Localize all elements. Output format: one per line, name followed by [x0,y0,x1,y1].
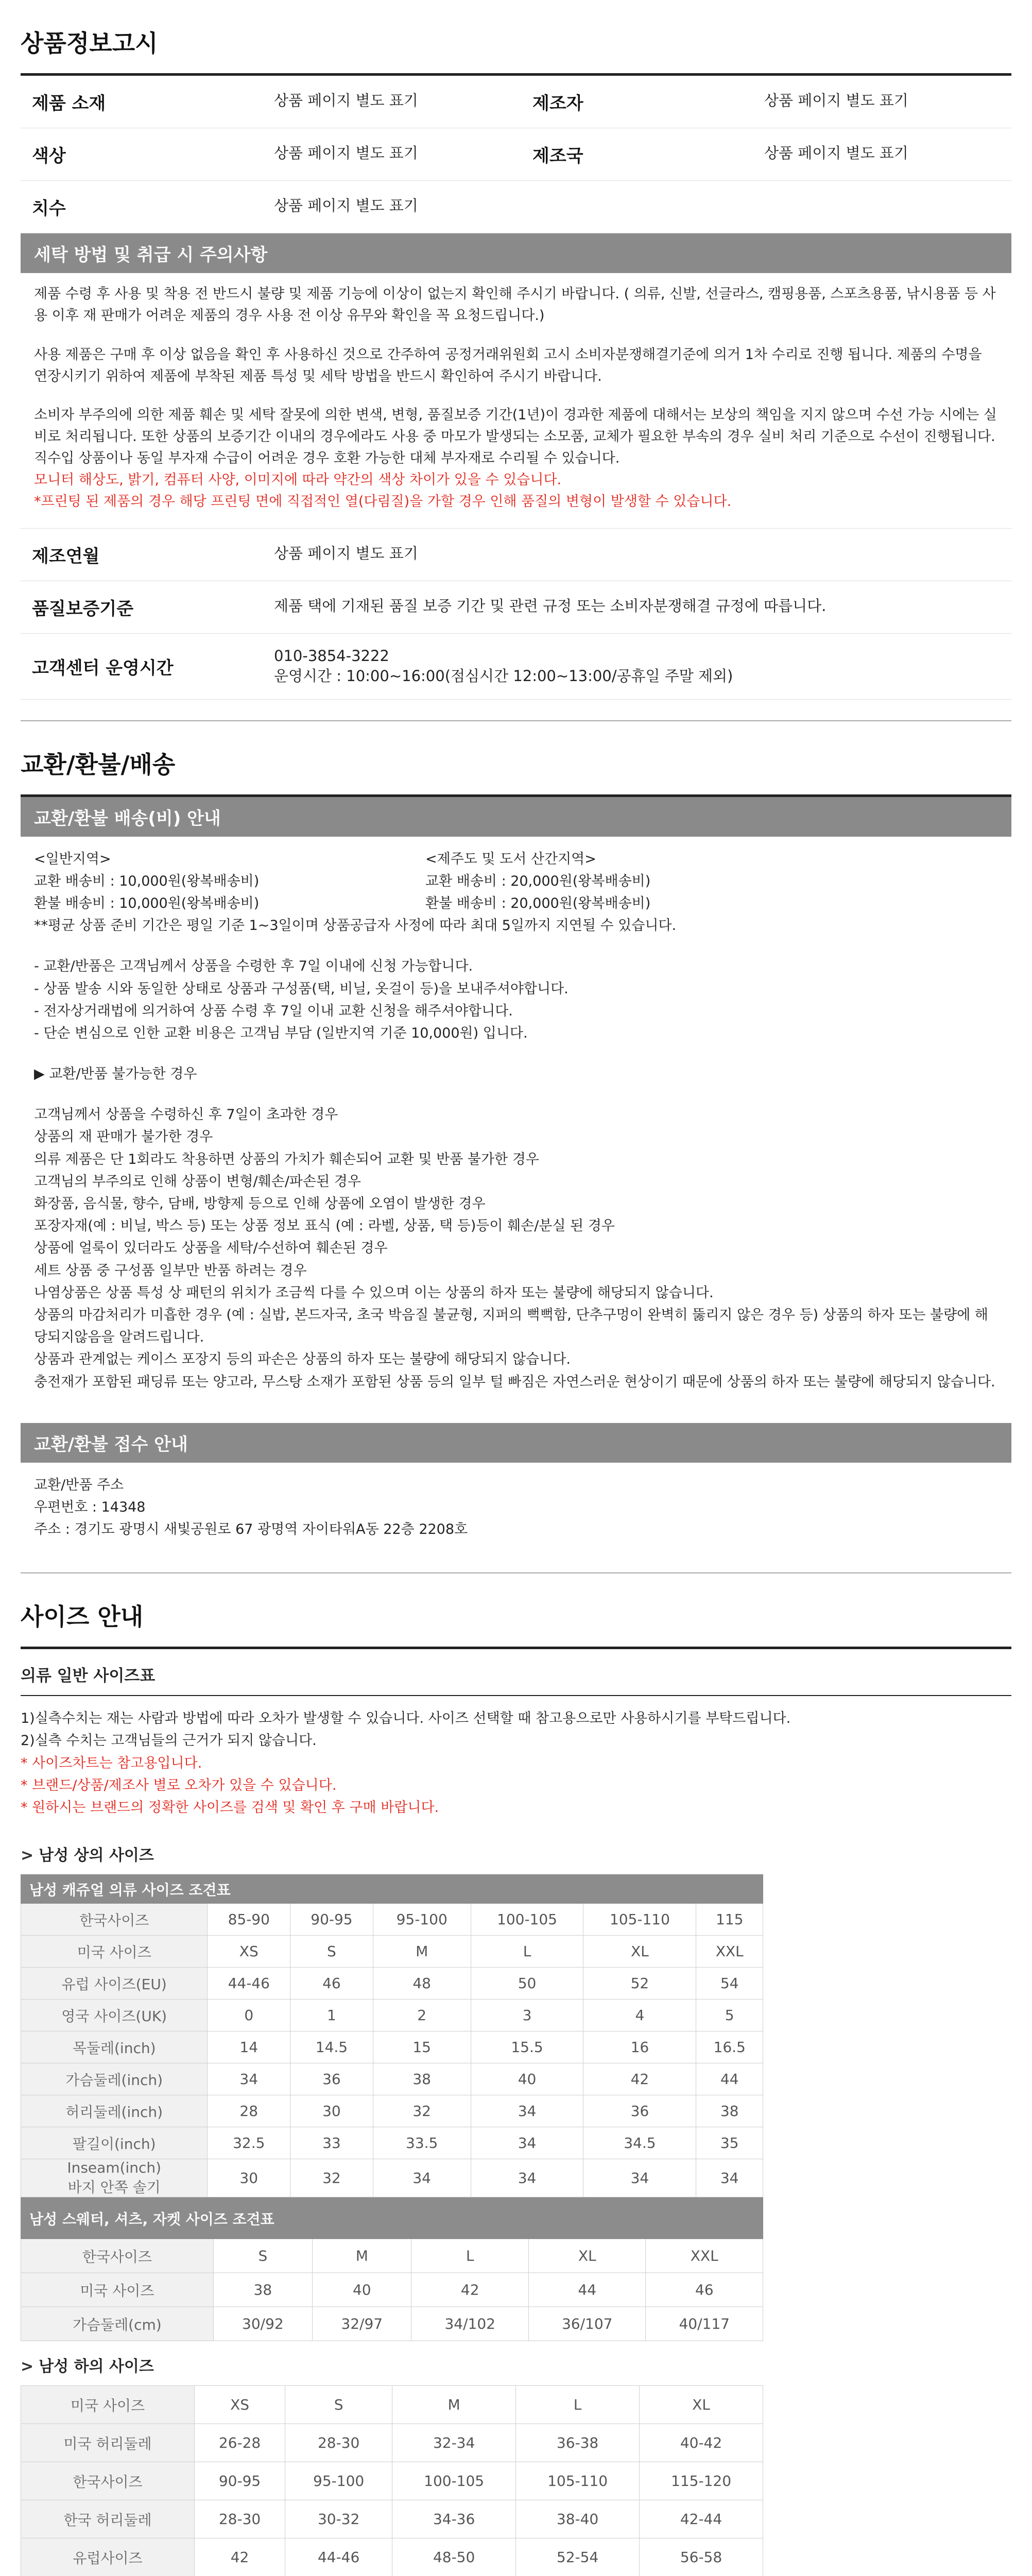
size-cell: 44 [696,2063,763,2095]
info-table [21,76,1011,233]
size-cell: 30/92 [213,2307,312,2341]
size-cell: 54 [696,1968,763,1999]
size-cell: XXL [696,1936,763,1968]
size-cell: 42 [411,2273,529,2307]
size-cell: M [392,2386,516,2424]
size-cell: 100-105 [392,2462,516,2500]
size-intro-line: 2)실측 수치는 고객님들의 근거가 되지 않습니다. [21,1733,317,1749]
size-cell: 2 [373,1999,471,2031]
size-cell: 40 [313,2273,411,2307]
size-row-label: 영국 사이즈(UK) [21,1999,208,2031]
size-cell: 46 [290,1968,373,1999]
size-row-label: 허리둘레(inch) [21,2095,208,2127]
size-row [21,2307,763,2341]
size-row-label: 한국사이즈 [21,2462,195,2500]
size-cell: M [373,1936,471,1968]
size-cell: XL [528,2239,646,2273]
size-cell: 52-54 [516,2538,640,2576]
size-row [21,1968,763,1999]
size-cell: XS [208,1936,290,1968]
size-cell: XXL [646,2239,763,2273]
care-paragraph: 직수입 상품이나 동일 부자재 수급이 어려운 경우 호환 가능한 대체 부자재로 수리될 수 있습니다. [34,450,620,467]
size-row-label: 가슴둘레(cm) [21,2307,214,2341]
fee-info [21,837,1011,1404]
size-row [21,2239,763,2273]
size-value: 상품 페이지 별도 표기 [263,181,1011,233]
care-title: 세탁 방법 및 취급 시 주의사항 [21,233,1011,273]
address-line: 교환/반품 주소 [34,1477,124,1493]
men-top-table [21,1874,763,2197]
maker-label: 제조자 [521,76,753,128]
no-return-title: ▶ 교환/반품 불가능한 경우 [34,1066,197,1082]
size-row-label: 팔길이(inch) [21,2127,208,2159]
size-cell: 38 [213,2273,312,2307]
cs-phone: 010-3854-3222 [274,647,389,665]
size-row [21,1999,763,2031]
size-row [21,2273,763,2307]
men-top-heading: > 남성 상의 사이즈 [21,1846,154,1865]
no-return-item: 고객님의 부주의로 인해 상품이 변형/훼손/파손된 경우 [34,1173,361,1190]
clothes-title: 의류 일반 사이즈표 [21,1667,156,1686]
size-cell: 40-42 [640,2424,763,2462]
size-cell: 44 [528,2273,646,2307]
fee-general-exchange: 교환 배송비 : 10,000원(왕복배송비) [34,873,260,889]
size-cell: S [285,2386,392,2424]
size-cell: 16.5 [696,2031,763,2063]
size-row-label: 미국 사이즈 [21,2273,214,2307]
size-cell: S [290,1936,373,1968]
size-cell: 50 [471,1968,583,1999]
size-cell: 3 [471,1999,583,2031]
fee-island-head: <제주도 및 도서 산간지역> [425,851,596,867]
size-cell: 34 [471,2159,583,2197]
size-cell: M [313,2239,411,2273]
size-row [21,2386,763,2424]
size-cell: 32.5 [208,2127,290,2159]
no-return-item: 의류 제품은 단 1회라도 착용하면 상품의 가치가 훼손되어 교환 및 반품 불가한 경우 [34,1151,539,1167]
no-return-list [34,1104,998,1393]
fee-note: **평균 상품 준비 기간은 평일 기준 1~3일이며 상품공급자 사정에 따라 최대 5일까지 지연될 수 있습니다. [34,918,677,934]
mfg-date-label: 제조연월 [21,529,263,581]
color-value: 상품 페이지 별도 표기 [263,128,521,181]
size-cell: 16 [583,2031,696,2063]
size-label: 치수 [21,181,263,233]
size-cell: 34 [373,2159,471,2197]
size-cell: 34 [471,2127,583,2159]
men-shirt-caption: 남성 스웨터, 셔츠, 자켓 사이즈 조견표 [21,2198,763,2239]
size-row-label: 미국 사이즈 [21,2386,195,2424]
size-cell: 115-120 [640,2462,763,2500]
care-warning: 모니터 해상도, 밝기, 컴퓨터 사양, 이미지에 따라 약간의 색상 차이가 있을 수 있습니다. [34,471,562,488]
info-row [21,633,1011,699]
size-cell: 90-95 [290,1904,373,1936]
info-table-2 [21,529,1011,700]
size-row [21,2095,763,2127]
size-row [21,2500,763,2538]
size-cell: 32 [290,2159,373,2197]
material-label: 제품 소재 [21,76,263,128]
men-top-title: 남성 상의 사이즈 [39,1846,154,1865]
no-return-item: 고객님께서 상품을 수령하신 후 7일이 초과한 경우 [34,1107,338,1123]
size-warning: * 원하시는 브랜드의 정확한 사이즈를 검색 및 확인 후 구매 바랍니다. [21,1800,439,1816]
size-cell: 36/107 [528,2307,646,2341]
size-row [21,1904,763,1936]
size-cell: 95-100 [285,2462,392,2500]
size-cell: 1 [290,1999,373,2031]
fee-general [34,848,425,915]
size-row-label: 미국 허리둘레 [21,2424,195,2462]
size-cell: L [411,2239,529,2273]
fee-general-head: <일반지역> [34,851,111,867]
size-cell: 115 [696,1904,763,1936]
size-row [21,2159,763,2197]
size-row [21,2462,763,2500]
fee-columns [34,848,998,915]
care-paragraph: 제품 수령 후 사용 및 착용 전 반드시 불량 및 제품 기능에 이상이 없는지 확인해 주시기 바랍니다. ( 의류, 신발, 선글라스, 캠핑용품, 스포츠용품, 낚시용품 등 사용 이후 재 판매가 어려운 제품의 경우 사용 전 이상 유무와 확인을 꼭 요청드립니다.) [34,286,996,324]
size-cell: S [213,2239,312,2273]
fee-island-exchange: 교환 배송비 : 20,000원(왕복배송비) [425,873,651,889]
size-cell: 56-58 [640,2538,763,2576]
warranty-label: 품질보증기준 [21,581,263,633]
size-cell: 42-44 [640,2500,763,2538]
material-value: 상품 페이지 별도 표기 [263,76,521,128]
size-cell: 15.5 [471,2031,583,2063]
size-cell: 15 [373,2031,471,2063]
care-warning: *프린팅 된 제품의 경우 해당 프린팅 면에 직접적인 열(다림질)을 가할 경우 인해 품질의 변형이 발생할 수 있습니다. [34,493,732,510]
size-cell: 42 [194,2538,285,2576]
size-row-label: 미국 사이즈 [21,1936,208,1968]
size-cell: 0 [208,1999,290,2031]
warranty-value: 제품 택에 기재된 품질 보증 기간 및 관련 규정 또는 소비자분쟁해결 규정에 따릅니다. [263,581,1011,633]
address-street: 주소 : 경기도 광명시 새빛공원로 67 광명역 자이타워A동 22층 2208호 [34,1521,468,1538]
fee-island [425,848,817,915]
exchange-rule: - 단순 변심으로 인한 교환 비용은 고객님 부담 (일반지역 기준 10,000원) 입니다. [34,1025,528,1041]
size-cell: 48 [373,1968,471,1999]
size-cell: 40 [471,2063,583,2095]
size-cell: XS [194,2386,285,2424]
size-cell: 95-100 [373,1904,471,1936]
size-cell: 34 [208,2063,290,2095]
size-row-label: 유럽 사이즈(EU) [21,1968,208,1999]
size-cell: 48-50 [392,2538,516,2576]
no-return-item: 상품의 재 판매가 불가한 경우 [34,1129,213,1145]
size-cell: 34.5 [583,2127,696,2159]
size-cell: 30-32 [285,2500,392,2538]
exchange-rules [34,955,998,1044]
no-return-item: 포장자재(예 : 비닐, 박스 등) 또는 상품 정보 표식 (예 : 라벨, 상품, 택 등)등이 훼손/분실 된 경우 [34,1218,615,1234]
no-return-item: 충전재가 포함된 패딩류 또는 양고라, 무스탕 소재가 포함된 상품 등의 일부 털 빠짐은 자연스러운 현상이기 때문에 상품의 하자 또는 불량에 해당되지 않습니다. [34,1374,995,1390]
size-cell: 14 [208,2031,290,2063]
cs-value [263,633,1011,699]
size-cell: 28-30 [285,2424,392,2462]
size-cell: 46 [646,2273,763,2307]
size-cell: 38 [373,2063,471,2095]
exchange-title: 교환/환불/배송 [21,750,176,778]
country-value: 상품 페이지 별도 표기 [753,128,1011,181]
size-cell: 33.5 [373,2127,471,2159]
size-cell: 100-105 [471,1904,583,1936]
no-return-item: 상품과 관계없는 케이스 포장지 등의 파손은 상품의 하자 또는 불량에 해당되지 않습니다. [34,1351,571,1368]
size-row-label: 한국사이즈 [21,2239,214,2273]
size-cell: 5 [696,1999,763,2031]
size-intro [21,1696,1011,1830]
info-row [21,529,1011,581]
size-cell: 44-46 [285,2538,392,2576]
size-cell: 34/102 [411,2307,529,2341]
size-cell: 32/97 [313,2307,411,2341]
size-cell: 38-40 [516,2500,640,2538]
size-cell: 36 [583,2095,696,2127]
no-return-item: 상품의 마감처리가 미흡한 경우 (예 : 실밥, 본드자국, 초국 박음질 불균형, 지퍼의 뻑뻑함, 단추구멍이 완벽히 뚫리지 않은 경우 등) 상품의 하자 또는 불량에 해당되지않음을 알려드립니다. [34,1307,988,1346]
info-row [21,76,1011,128]
size-cell: 28 [208,2095,290,2127]
no-return-item: 상품에 얼룩이 있더라도 상품을 세탁/수선하여 훼손된 경우 [34,1240,388,1257]
size-cell: 44-46 [208,1968,290,1999]
exchange-rule: - 상품 발송 시와 동일한 상태로 상품과 구성품(택, 비닐, 옷걸이 등)을 보내주셔야합니다. [34,980,569,997]
size-row [21,2424,763,2462]
size-cell: 4 [583,1999,696,2031]
care-paragraph: 사용 제품은 구매 후 이상 없음을 확인 후 사용하신 것으로 간주하여 공정거래위원회 고시 소비자분쟁해결기준에 의거 1차 수리로 진행 됩니다. 제품의 수명을 연장시키기 위하여 제품에 부착된 제품 특성 및 세탁 방법을 반드시 확인하여 주시기 바랍니다. [34,346,982,384]
size-cell: 52 [583,1968,696,1999]
size-intro-line: 1)실측수치는 재는 사람과 방법에 따라 오차가 발생할 수 있습니다. 사이즈 선택할 때 참고용으로만 사용하시기를 부탁드립니다. [21,1710,791,1727]
exchange-rule: - 교환/반품은 고객님께서 상품을 수령한 후 7일 이내에 신청 가능합니다. [34,958,473,975]
info-row [21,581,1011,633]
size-row-label: Inseam(inch) 바지 안쪽 솔기 [21,2159,208,2197]
info-title: 상품정보고시 [21,29,158,57]
care-paragraph: 소비자 부주의에 의한 제품 훼손 및 세탁 잘못에 의한 변색, 변형, 품질보증 기간(1년)이 경과한 제품에 대해서는 보상의 책임을 지지 않으며 수선 가능 시에는 실비로 처리됩니다. 또한 상품의 보증기간 이내의 경우에라도 사용 중 마모가 발생되는 소모품, 교체가 필요한 부속의 경우 실비 처리 기준으로 수선이 진행됩니다. [34,407,997,445]
size-cell: XL [583,1936,696,1968]
size-cell: 90-95 [194,2462,285,2500]
size-row [21,2538,763,2576]
size-cell: 105-110 [583,1904,696,1936]
size-row-label: 한국 허리둘레 [21,2500,195,2538]
cs-hours: 운영시간 : 10:00~16:00(점심시간 12:00~13:00/공휴일 주말 제외) [274,667,733,685]
size-cell: 34 [696,2159,763,2197]
size-row [21,1936,763,1968]
size-cell: 36 [290,2063,373,2095]
size-row-label: 유럽사이즈 [21,2538,195,2576]
address-zip: 우편번호 : 14348 [34,1499,146,1515]
size-cell: 34 [471,2095,583,2127]
color-label: 색상 [21,128,263,181]
men-bottom-heading: > 남성 하의 사이즈 [21,2358,154,2376]
address-title: 교환/환불 접수 안내 [21,1423,1011,1463]
address-info [21,1463,1011,1552]
size-cell: 36-38 [516,2424,640,2462]
size-row-label: 한국사이즈 [21,1904,208,1936]
size-row-label: 목둘레(inch) [21,2031,208,2063]
size-cell: 34 [583,2159,696,2197]
exchange-rule: - 전자상거래법에 의거하여 상품 수령 후 7일 이내 교환 신청을 해주셔야합니다. [34,1003,513,1019]
size-cell: 32-34 [392,2424,516,2462]
size-cell: 40/117 [646,2307,763,2341]
size-cell: 85-90 [208,1904,290,1936]
size-cell: 38 [696,2095,763,2127]
size-row [21,2127,763,2159]
size-warning: * 브랜드/상품/제조사 별로 오차가 있을 수 있습니다. [21,1777,337,1793]
size-cell: 28-30 [194,2500,285,2538]
size-row [21,2063,763,2095]
mfg-date-value: 상품 페이지 별도 표기 [263,529,1011,581]
no-return-item: 세트 상품 중 구성품 일부만 반품 하려는 경우 [34,1262,307,1279]
no-return-item: 화장품, 음식물, 향수, 담배, 방향제 등으로 인해 상품에 오염이 발생한 경우 [34,1196,486,1212]
info-row [21,128,1011,181]
fee-general-refund: 환불 배송비 : 10,000원(왕복배송비) [34,895,260,911]
fee-island-refund: 환불 배송비 : 20,000원(왕복배송비) [425,895,651,911]
size-cell: XL [640,2386,763,2424]
country-label: 제조국 [521,128,753,181]
size-cell: 42 [583,2063,696,2095]
cs-label: 고객센터 운영시간 [21,633,263,699]
size-cell: 32 [373,2095,471,2127]
men-top-caption: 남성 캐쥬얼 의류 사이즈 조견표 [21,1875,763,1904]
size-cell: 34-36 [392,2500,516,2538]
no-return-item: 나염상품은 상품 특성 상 패턴의 위치가 조금씩 다를 수 있으며 이는 상품의 하자 또는 불량에 해당되지 않습니다. [34,1284,714,1301]
size-cell: 30 [290,2095,373,2127]
info-row [21,181,1011,233]
maker-value: 상품 페이지 별도 표기 [753,76,1011,128]
size-cell: 105-110 [516,2462,640,2500]
men-shirt-table [21,2197,763,2341]
size-row [21,2031,763,2063]
size-cell: 33 [290,2127,373,2159]
men-bottom-title: 남성 하의 사이즈 [39,2358,154,2376]
size-warning: * 사이즈차트는 참고용입니다. [21,1755,202,1771]
size-row-label: 가슴둘레(inch) [21,2063,208,2095]
care-text [21,273,1011,529]
size-cell: 26-28 [194,2424,285,2462]
size-cell: 14.5 [290,2031,373,2063]
size-cell: 30 [208,2159,290,2197]
size-cell: L [516,2386,640,2424]
men-bottom-table [21,2385,763,2576]
size-cell: L [471,1936,583,1968]
fee-title: 교환/환불 배송(비) 안내 [21,797,1011,837]
size-title: 사이즈 안내 [21,1603,144,1631]
size-cell: 35 [696,2127,763,2159]
